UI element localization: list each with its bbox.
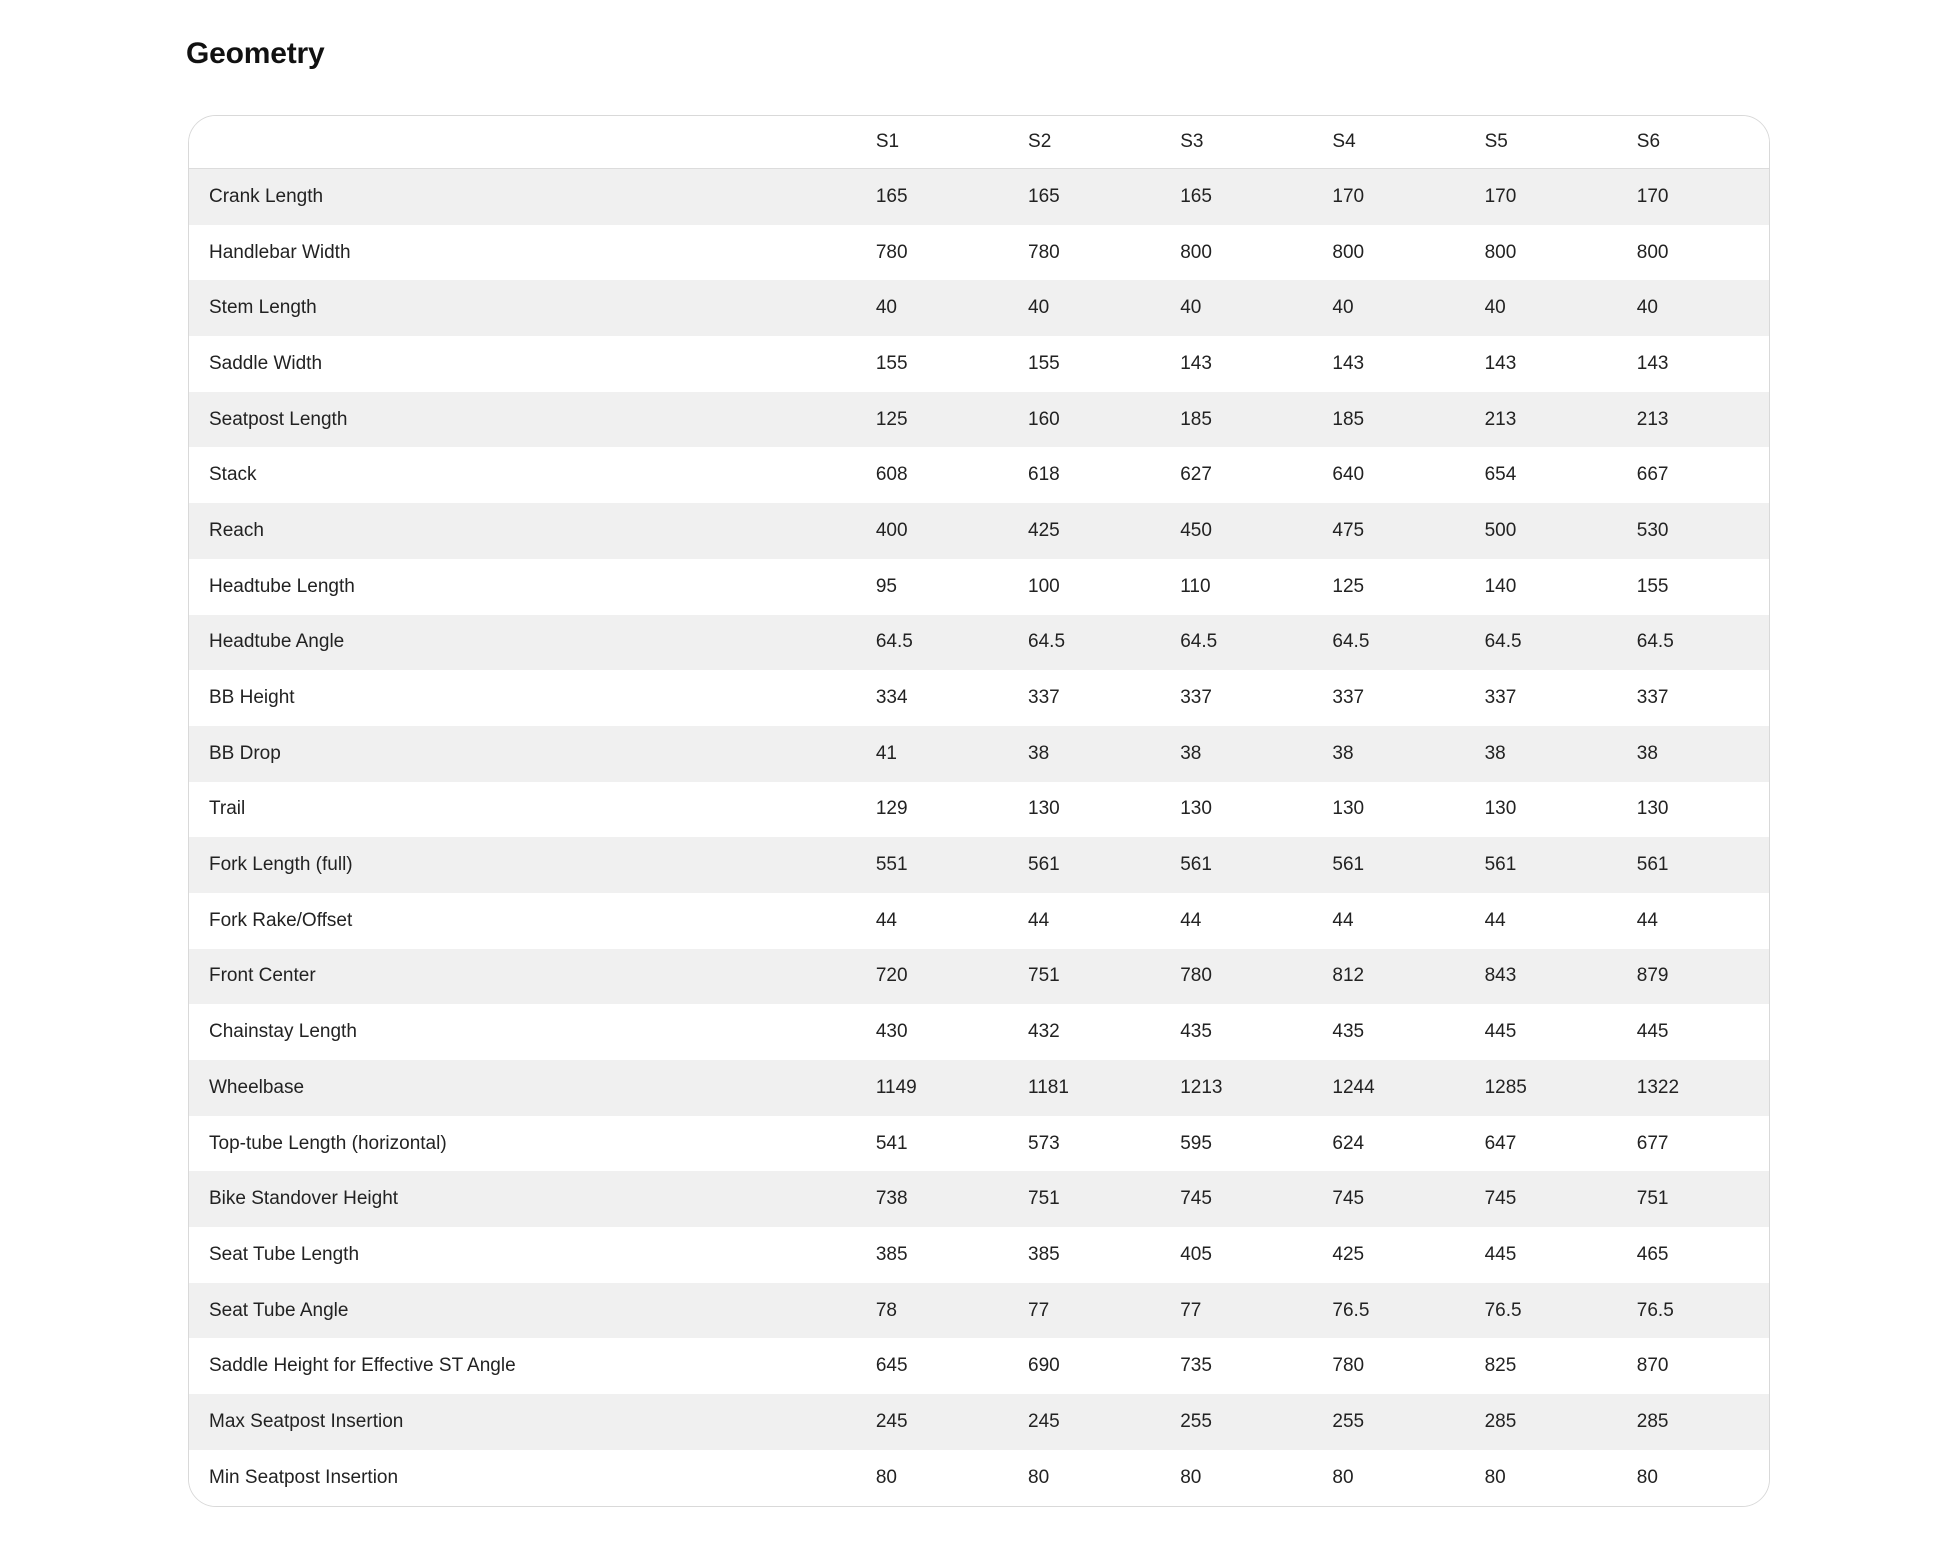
cell-value: 445 (1484, 1243, 1517, 1265)
cell-value: 445 (1484, 1021, 1517, 1043)
cell-value: 64.5 (1636, 631, 1674, 653)
row-label: Min Seatpost Insertion (209, 1466, 399, 1488)
cell-value: 745 (1484, 1188, 1517, 1210)
table-row (189, 1394, 1769, 1450)
cell-value: 143 (1484, 352, 1517, 374)
cell-value: 735 (1180, 1355, 1212, 1377)
cell-value: 541 (875, 1132, 908, 1154)
cell-value: 1213 (1180, 1076, 1223, 1098)
row-label: Chainstay Length (209, 1021, 357, 1043)
cell-value: 143 (1332, 352, 1365, 374)
table-row (189, 1116, 1769, 1172)
row-label: Top-tube Length (horizontal) (209, 1132, 447, 1154)
table-row (189, 782, 1769, 838)
cell-value: 155 (1028, 352, 1060, 374)
cell-value: 690 (1028, 1355, 1060, 1377)
row-label: Fork Rake/Offset (209, 909, 353, 931)
table-row (189, 225, 1769, 281)
cell-value: 385 (1028, 1243, 1060, 1265)
table-row (189, 1171, 1769, 1227)
cell-value: 1244 (1332, 1076, 1375, 1098)
cell-value: 130 (1636, 798, 1669, 820)
cell-value: 170 (1484, 185, 1517, 207)
row-label: Stem Length (209, 297, 317, 319)
header-row (189, 116, 1769, 169)
cell-value: 1181 (1028, 1076, 1069, 1098)
cell-value: 80 (1484, 1466, 1506, 1488)
row-label: Reach (209, 519, 264, 541)
cell-value: 95 (875, 575, 897, 597)
cell-value: 647 (1484, 1132, 1517, 1154)
cell-value: 780 (1332, 1355, 1365, 1377)
cell-value: 450 (1180, 519, 1212, 541)
cell-value: 677 (1636, 1132, 1669, 1154)
cell-value: 40 (1636, 297, 1658, 319)
cell-value: 77 (1028, 1299, 1050, 1321)
cell-value: 445 (1636, 1021, 1669, 1043)
row-label: Seat Tube Length (209, 1243, 360, 1265)
row-label: Fork Length (full) (209, 854, 353, 876)
table-row (189, 169, 1769, 225)
cell-value: 143 (1180, 352, 1212, 374)
cell-value: 780 (1028, 241, 1060, 263)
cell-value: 800 (1636, 241, 1669, 263)
table-row (189, 1227, 1769, 1283)
cell-value: 130 (1180, 798, 1212, 820)
cell-value: 561 (1636, 854, 1669, 876)
cell-value: 165 (875, 185, 908, 207)
table-row (189, 615, 1769, 671)
cell-value: 44 (1028, 909, 1050, 931)
cell-value: 38 (1636, 742, 1658, 764)
table-row (189, 1004, 1769, 1060)
cell-value: 170 (1636, 185, 1669, 207)
cell-value: 160 (1028, 408, 1060, 430)
table-row (189, 559, 1769, 615)
cell-value: 64.5 (1484, 631, 1522, 653)
cell-value: 595 (1180, 1132, 1212, 1154)
cell-value: 561 (1180, 854, 1212, 876)
row-label: Front Center (209, 965, 316, 987)
cell-value: 44 (1636, 909, 1658, 931)
cell-value: 40 (1332, 297, 1354, 319)
cell-value: 745 (1332, 1188, 1365, 1210)
cell-value: 608 (875, 464, 908, 486)
cell-value: 1322 (1636, 1076, 1680, 1098)
cell-value: 110 (1180, 575, 1211, 597)
cell-value: 64.5 (875, 631, 913, 653)
cell-value: 337 (1332, 687, 1365, 709)
cell-value: 435 (1180, 1021, 1212, 1043)
size-column-header: S3 (1160, 116, 1312, 169)
cell-value: 405 (1180, 1243, 1212, 1265)
cell-value: 80 (1180, 1466, 1202, 1488)
cell-value: 337 (1180, 687, 1212, 709)
cell-value: 645 (875, 1355, 908, 1377)
row-label: BB Height (209, 687, 295, 709)
size-column-header: S6 (1617, 116, 1769, 169)
cell-value: 245 (1028, 1410, 1060, 1432)
cell-value: 40 (875, 297, 897, 319)
row-label: Saddle Height for Effective ST Angle (209, 1355, 516, 1377)
row-label: Trail (209, 798, 246, 820)
cell-value: 561 (1028, 854, 1060, 876)
cell-value: 80 (1332, 1466, 1354, 1488)
cell-value: 1149 (875, 1076, 917, 1098)
row-label: Seat Tube Angle (209, 1299, 349, 1321)
cell-value: 64.5 (1028, 631, 1066, 653)
cell-value: 561 (1332, 854, 1365, 876)
cell-value: 125 (875, 408, 908, 430)
row-label: Headtube Length (209, 575, 355, 597)
cell-value: 140 (1484, 575, 1517, 597)
cell-value: 40 (1484, 297, 1506, 319)
cell-value: 44 (875, 909, 897, 931)
cell-value: 800 (1332, 241, 1365, 263)
cell-value: 337 (1028, 687, 1060, 709)
table-row (189, 1060, 1769, 1116)
cell-value: 843 (1484, 965, 1517, 987)
cell-value: 100 (1028, 575, 1060, 597)
table-row (189, 837, 1769, 893)
cell-value: 337 (1636, 687, 1669, 709)
cell-value: 738 (875, 1188, 908, 1210)
cell-value: 530 (1636, 519, 1669, 541)
cell-value: 76.5 (1636, 1299, 1674, 1321)
cell-value: 751 (1028, 965, 1060, 987)
cell-value: 812 (1332, 965, 1365, 987)
cell-value: 667 (1636, 464, 1669, 486)
cell-value: 44 (1180, 909, 1202, 931)
row-label: Seatpost Length (209, 408, 348, 430)
cell-value: 155 (875, 352, 908, 374)
cell-value: 285 (1636, 1410, 1669, 1432)
cell-value: 80 (1636, 1466, 1658, 1488)
cell-value: 130 (1484, 798, 1517, 820)
cell-value: 385 (875, 1243, 908, 1265)
cell-value: 400 (875, 519, 908, 541)
cell-value: 800 (1180, 241, 1212, 263)
cell-value: 618 (1028, 464, 1060, 486)
cell-value: 64.5 (1180, 631, 1218, 653)
size-column-header: S5 (1465, 116, 1617, 169)
table-row (189, 726, 1769, 782)
cell-value: 38 (1332, 742, 1354, 764)
cell-value: 130 (1028, 798, 1060, 820)
cell-value: 255 (1180, 1410, 1212, 1432)
cell-value: 425 (1332, 1243, 1365, 1265)
size-column-header: S4 (1312, 116, 1464, 169)
table-row (189, 503, 1769, 559)
cell-value: 78 (875, 1299, 897, 1321)
cell-value: 465 (1636, 1243, 1669, 1265)
cell-value: 165 (1028, 185, 1060, 207)
cell-value: 780 (1180, 965, 1212, 987)
cell-value: 41 (875, 742, 897, 764)
cell-value: 720 (875, 965, 908, 987)
cell-value: 435 (1332, 1021, 1365, 1043)
cell-value: 624 (1332, 1132, 1365, 1154)
cell-value: 825 (1484, 1355, 1517, 1377)
cell-value: 780 (875, 241, 908, 263)
table-row (189, 280, 1769, 336)
cell-value: 213 (1484, 408, 1517, 430)
table-row (189, 392, 1769, 448)
table-row (189, 893, 1769, 949)
cell-value: 76.5 (1332, 1299, 1370, 1321)
cell-value: 38 (1484, 742, 1506, 764)
cell-value: 430 (875, 1021, 908, 1043)
size-column-header: S2 (1008, 116, 1160, 169)
cell-value: 185 (1180, 408, 1212, 430)
cell-value: 64.5 (1332, 631, 1370, 653)
cell-value: 432 (1028, 1021, 1060, 1043)
geometry-section (188, 36, 1770, 1507)
cell-value: 870 (1636, 1355, 1669, 1377)
cell-value: 573 (1028, 1132, 1060, 1154)
cell-value: 745 (1180, 1188, 1212, 1210)
cell-value: 1285 (1484, 1076, 1527, 1098)
cell-value: 76.5 (1484, 1299, 1522, 1321)
cell-value: 80 (875, 1466, 897, 1488)
cell-value: 77 (1180, 1299, 1202, 1321)
cell-value: 475 (1332, 519, 1365, 541)
cell-value: 185 (1332, 408, 1365, 430)
page-title: Geometry (186, 37, 325, 70)
cell-value: 654 (1484, 464, 1517, 486)
cell-value: 425 (1028, 519, 1060, 541)
table-row (189, 949, 1769, 1005)
cell-value: 80 (1028, 1466, 1050, 1488)
row-label: Saddle Width (209, 352, 323, 374)
geometry-table-card (188, 115, 1770, 1507)
cell-value: 255 (1332, 1410, 1365, 1432)
table-row (189, 670, 1769, 726)
cell-value: 125 (1332, 575, 1365, 597)
cell-value: 627 (1180, 464, 1212, 486)
cell-value: 245 (875, 1410, 908, 1432)
cell-value: 334 (875, 687, 908, 709)
cell-value: 40 (1180, 297, 1202, 319)
size-column-header: S1 (856, 116, 1008, 169)
cell-value: 800 (1484, 241, 1517, 263)
cell-value: 337 (1484, 687, 1517, 709)
row-label: Wheelbase (209, 1076, 305, 1098)
row-label: Crank Length (209, 185, 324, 207)
cell-value: 130 (1332, 798, 1365, 820)
header-spacer-cell (189, 116, 856, 169)
cell-value: 170 (1332, 185, 1365, 207)
table-row (189, 336, 1769, 392)
cell-value: 551 (875, 854, 908, 876)
geometry-table (189, 116, 1769, 1506)
cell-value: 500 (1484, 519, 1517, 541)
cell-value: 38 (1028, 742, 1050, 764)
cell-value: 143 (1636, 352, 1669, 374)
cell-value: 751 (1028, 1188, 1060, 1210)
table-row (189, 447, 1769, 503)
cell-value: 640 (1332, 464, 1365, 486)
row-label: Max Seatpost Insertion (209, 1410, 404, 1432)
row-label: Headtube Angle (209, 631, 345, 653)
cell-value: 129 (875, 798, 908, 820)
row-label: Bike Standover Height (209, 1188, 399, 1210)
cell-value: 165 (1180, 185, 1212, 207)
cell-value: 44 (1484, 909, 1506, 931)
cell-value: 751 (1636, 1188, 1669, 1210)
table-row (189, 1338, 1769, 1394)
cell-value: 285 (1484, 1410, 1517, 1432)
cell-value: 213 (1636, 408, 1669, 430)
row-label: Handlebar Width (209, 241, 351, 263)
cell-value: 44 (1332, 909, 1354, 931)
cell-value: 155 (1636, 575, 1669, 597)
cell-value: 561 (1484, 854, 1517, 876)
row-label: BB Drop (209, 742, 281, 764)
cell-value: 879 (1636, 965, 1669, 987)
row-label: Stack (209, 464, 257, 486)
table-row (189, 1450, 1769, 1506)
cell-value: 38 (1180, 742, 1202, 764)
table-row (189, 1283, 1769, 1339)
table-body (189, 169, 1769, 1506)
cell-value: 40 (1028, 297, 1050, 319)
